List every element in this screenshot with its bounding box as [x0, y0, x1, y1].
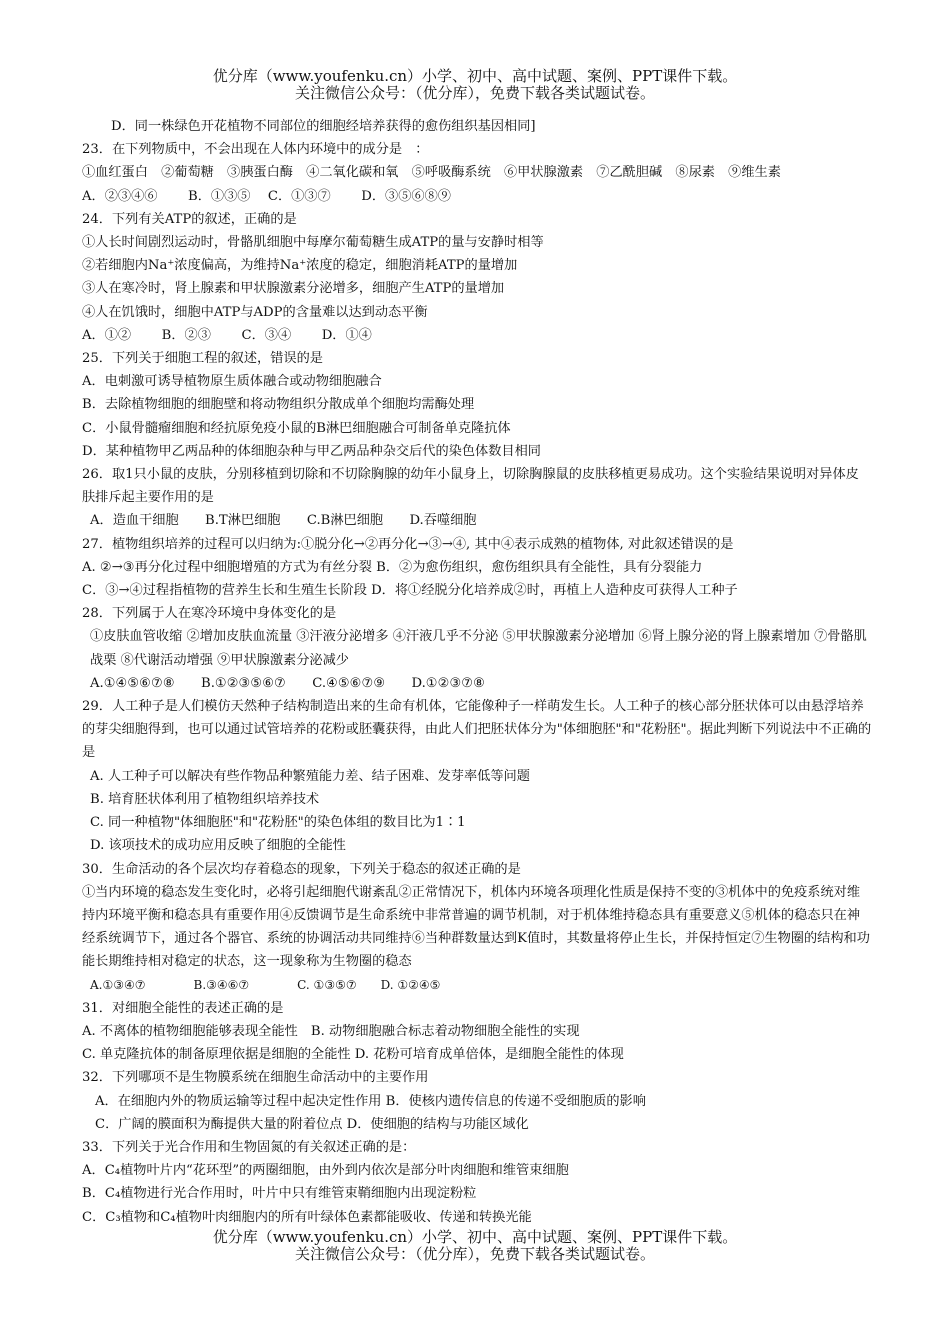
header-line-1: 优分库（www.youfenku.cn）小学、初中、高中试题、案例、PPT课件下载。: [212, 67, 738, 85]
q26-stem: 26．取1只小鼠的皮肤，分别移植到切除和不切除胸腺的幼年小鼠身上，切除胸腺鼠的皮肤移植更易成功。这个实验结果说明对异体皮肤排斥起主要作用的是: [82, 467, 859, 506]
q28-stem: 28．下列属于人在寒冷环境中身体变化的是: [82, 606, 337, 622]
q30-options: A.①③④⑦ B.③④⑥⑦ C. ①③⑤⑦ D. ①②④⑤: [90, 977, 441, 992]
q26-options: A．造血干细胞 B.T淋巴细胞 C.B淋巴细胞 D.吞噬细胞: [90, 513, 477, 529]
q33-option-b: B．C₄植物进行光合作用时，叶片中只有维管束鞘细胞内出现淀粉粒: [82, 1186, 477, 1202]
page-header: [0, 68, 950, 102]
question-content: [82, 115, 872, 1229]
q32-options-cd: C．广阔的膜面积为酶提供大量的附着位点 D．使细胞的结构与功能区域化: [95, 1116, 529, 1132]
q29-option-b: B. 培育胚状体利用了植物组织培养技术: [90, 791, 320, 807]
q23-items: ①血红蛋白 ②葡萄糖 ③胰蛋白酶 ④二氧化碳和氧 ⑤呼吸酶系统 ⑥甲状腺激素 ⑦乙酰胆碱 ⑧尿素 ⑨维生素: [82, 165, 781, 181]
q28-options: A.①④⑤⑥⑦⑧ B.①②③⑤⑥⑦ C.④⑤⑥⑦⑨ D.①②③⑦⑧: [90, 675, 485, 691]
q32-stem: 32．下列哪项不是生物膜系统在细胞生命活动中的主要作用: [82, 1070, 429, 1086]
q29-stem: 29．人工种子是人们模仿天然种子结构制造出来的生命有机体，它能像种子一样萌发生长。人工种子的核心部分胚状体可以由悬浮培养的芽尖细胞得到，也可以通过试管培养的花粉或胚囊获得，由此人们把胚状体分为"体细胞胚"和"花粉胚"。据此判断下列说法中不正确的是: [82, 699, 872, 761]
q31-options-ab: A. 不离体的植物细胞能够表现全能性 B. 动物细胞融合标志着动物细胞全能性的实现: [82, 1023, 580, 1039]
q25-option-c: C．小鼠骨髓瘤细胞和经抗原免疫小鼠的B淋巴细胞融合可制备单克隆抗体: [82, 420, 511, 436]
q30-stem: 30．生命活动的各个层次均存着稳态的现象，下列关于稳态的叙述正确的是: [82, 861, 521, 877]
q23-stem: 23．在下列物质中，不会出现在人体内环境中的成分是 ：: [82, 142, 429, 158]
page-footer: [0, 1229, 950, 1263]
q29-option-c: C. 同一种植物"体细胞胚"和"花粉胚"的染色体组的数目比为1∶1: [90, 815, 466, 831]
q31-options-cd: C. 单克隆抗体的制备原理依据是细胞的全能性 D. 花粉可培育成单倍体，是细胞全能性的体现: [82, 1047, 624, 1063]
q24-item-4: ④人在饥饿时，细胞中ATP与ADP的含量难以达到动态平衡: [82, 304, 428, 320]
q30-items: ①当内环境的稳态发生变化时，必将引起细胞代谢紊乱②正常情况下，机体内环境各项理化性质是保持不变的③机体中的免疫系统对维持内环境平衡和稳态具有重要作用④反馈调节是生命系统中非常普遍的调节机制，对于机体维持稳态具有重要意义⑤机体的稳态只在神经系统调节下，通过各个器官、系统的协调活动共同维持⑥当种群数量达到K值时，其数量将停止生长，并保持恒定⑦生物圈的结构和功能长期维持相对稳定的状态，这一现象称为生物圈的稳态: [82, 884, 870, 970]
q33-stem: 33．下列关于光合作用和生物固氮的有关叙述正确的是：: [82, 1139, 416, 1155]
q22-option-d: D．同一株绿色开花植物不同部位的细胞经培养获得的愈伤组织基因相同]: [111, 119, 536, 134]
q29-option-a: A. 人工种子可以解决有些作物品种繁殖能力差、结子困难、发芽率低等问题: [90, 768, 530, 784]
q25-option-d: D．某种植物甲乙两品种的体细胞杂种与甲乙两品种杂交后代的染色体数目相同: [82, 443, 541, 459]
q24-item-3: ③人在寒冷时，肾上腺素和甲状腺激素分泌增多，细胞产生ATP的量增加: [82, 281, 505, 297]
q27-options-ab: A. ②→③再分化过程中细胞增殖的方式为有丝分裂 B．②为愈伤组织，愈伤组织具有全能性，具有分裂能力: [82, 559, 703, 575]
q25-option-a: A．电刺激可诱导植物原生质体融合或动物细胞融合: [82, 374, 382, 390]
q24-item-1: ①人长时间剧烈运动时，骨骼肌细胞中每摩尔葡萄糖生成ATP的量与安静时相等: [82, 235, 544, 251]
q24-stem: 24．下列有关ATP的叙述，正确的是: [82, 211, 297, 227]
q24-options: A．①② B．②③ C．③④ D．①④: [82, 327, 372, 343]
q33-option-a: A．C₄植物叶片内“花环型”的两圈细胞，由外到内依次是部分叶肉细胞和维管束细胞: [82, 1163, 569, 1179]
footer-line-2: 关注微信公众号：（优分库），免费下载各类试题试卷。: [294, 1245, 655, 1263]
q27-options-cd: C．③→④过程指植物的营养生长和生殖生长阶段 D．将①经脱分化培养成②时，再植上人造种皮可获得人工种子: [82, 583, 738, 599]
q25-option-b: B．去除植物细胞的细胞壁和将动物组织分散成单个细胞均需酶处理: [82, 397, 475, 413]
header-line-2: 关注微信公众号：（优分库），免费下载各类试题试卷。: [294, 84, 655, 102]
q33-option-c: C．C₃植物和C₄植物叶肉细胞内的所有叶绿体色素都能吸收、传递和转换光能: [82, 1209, 532, 1225]
q29-option-d: D. 该项技术的成功应用反映了细胞的全能性: [90, 838, 346, 854]
q28-items: ①皮肤血管收缩 ②增加皮肤血流量 ③汗液分泌增多 ④汗液几乎不分泌 ⑤甲状腺激素分泌增加 ⑥肾上腺分泌的肾上腺素增加 ⑦骨骼肌战栗 ⑧代谢活动增强 ⑨甲状腺激素分泌减少: [90, 629, 867, 668]
q31-stem: 31．对细胞全能性的表述正确的是: [82, 1000, 284, 1016]
footer-line-1: 优分库（www.youfenku.cn）小学、初中、高中试题、案例、PPT课件下载。: [212, 1228, 738, 1246]
q27-stem: 27．植物组织培养的过程可以归纳为:①脱分化→②再分化→③→④, 其中④表示成熟的植物体, 对此叙述错误的是: [82, 536, 734, 552]
q25-stem: 25．下列关于细胞工程的叙述，错误的是: [82, 351, 323, 367]
q23-options: A．②③④⑥ B．①③⑤ C．①③⑦ D．③⑤⑥⑧⑨: [82, 188, 451, 204]
q24-item-2: ②若细胞内Na⁺浓度偏高，为维持Na⁺浓度的稳定，细胞消耗ATP的量增加: [82, 258, 518, 274]
q32-options-ab: A．在细胞内外的物质运输等过程中起决定性作用 B．使核内遗传信息的传递不受细胞质的影响: [95, 1093, 646, 1109]
